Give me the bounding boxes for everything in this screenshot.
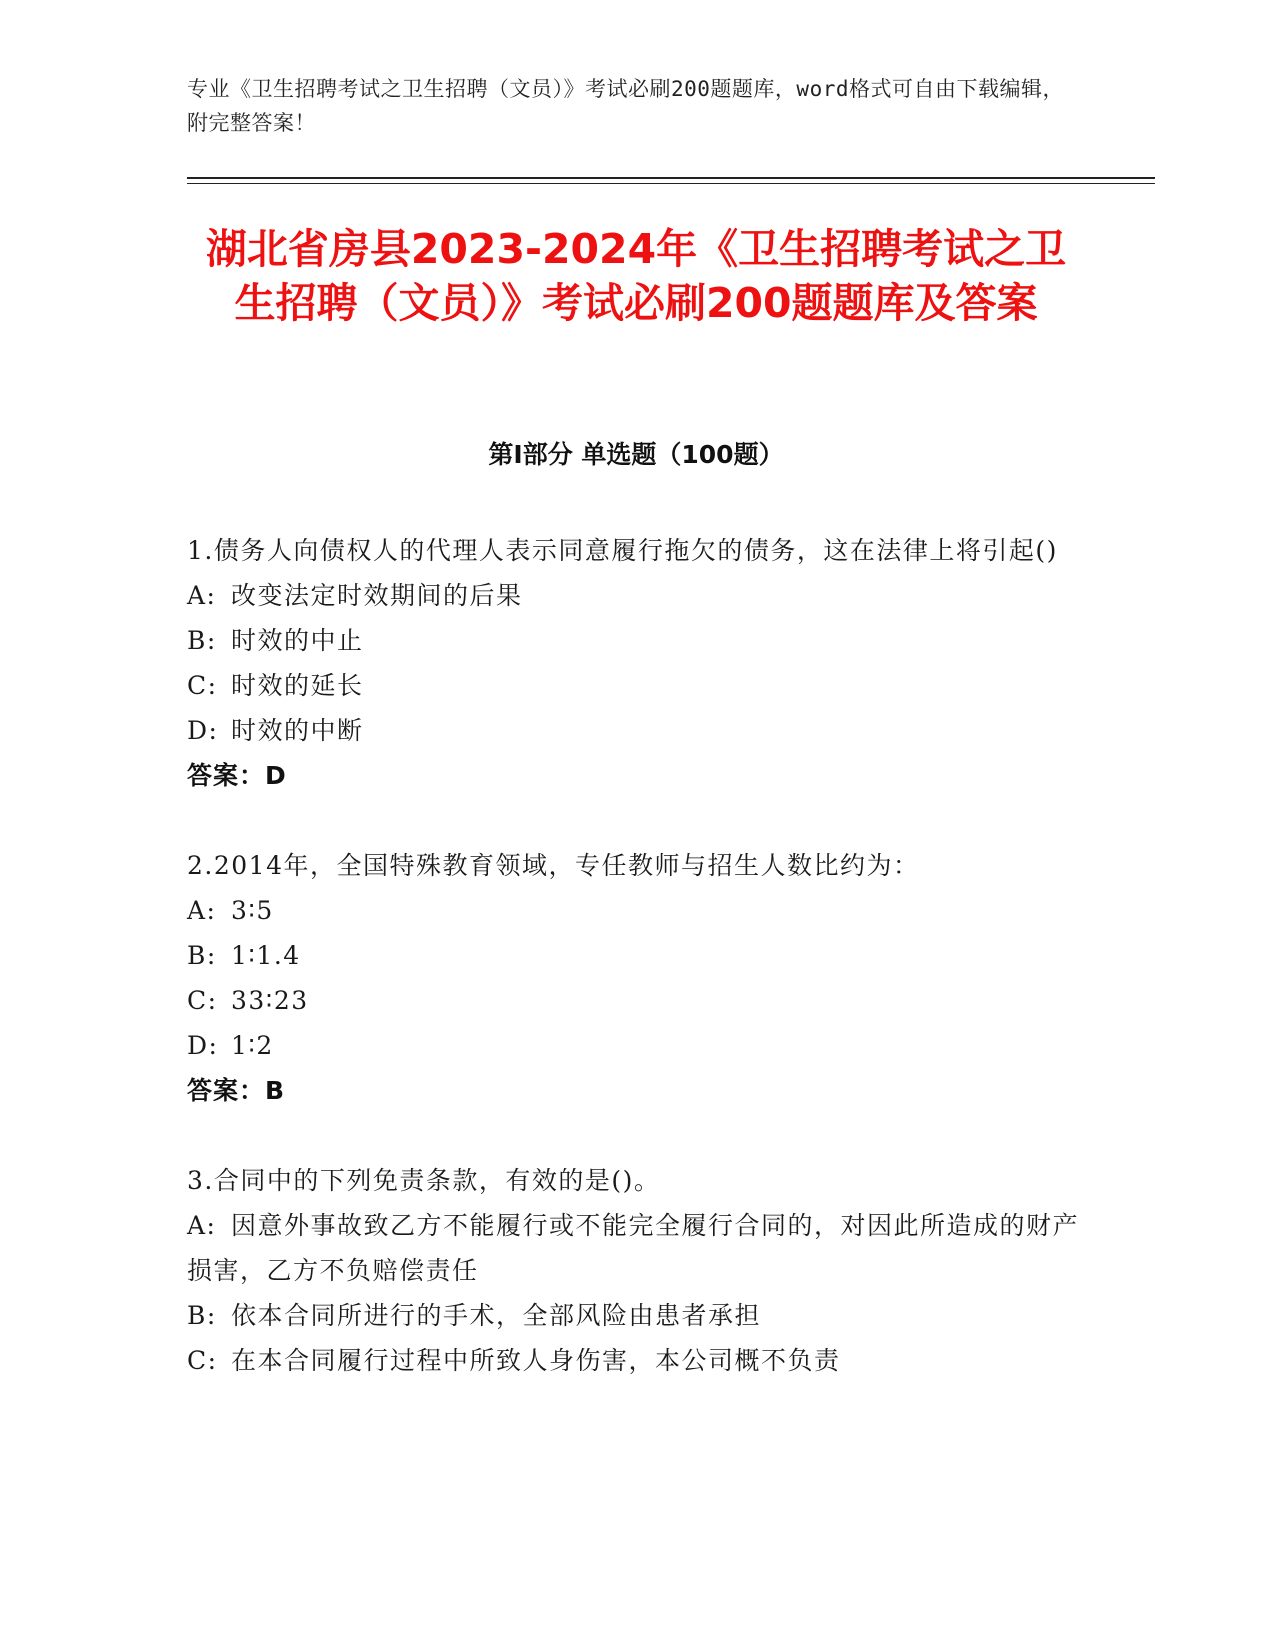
option-letter: C: [187, 1346, 218, 1375]
question-1 [187, 528, 1087, 798]
option-text: 时效的延长 [231, 671, 364, 700]
question-2 [187, 843, 1087, 1113]
option-a [187, 1203, 1087, 1293]
question-spacer [187, 798, 1087, 843]
option-a [187, 573, 1087, 618]
answer-line: 答案：B [187, 1076, 286, 1105]
option-letter: A: [187, 581, 217, 610]
option-letter: B: [187, 626, 217, 655]
option-letter: A: [187, 896, 217, 925]
option-text: 3∶5 [231, 896, 274, 925]
option-letter: B: [187, 941, 217, 970]
section-title: 第Ⅰ部分 单选题（100题） [488, 440, 784, 469]
option-text: 33∶23 [231, 986, 309, 1015]
option-letter: D: [187, 716, 219, 745]
option-text: 改变法定时效期间的后果 [231, 581, 523, 610]
question-stem: 3.合同中的下列免责条款，有效的是()。 [187, 1166, 661, 1195]
option-letter: C: [187, 986, 218, 1015]
option-text: 1∶2 [231, 1031, 274, 1060]
option-d [187, 708, 1087, 753]
header-divider-thick [187, 177, 1155, 179]
option-b [187, 1293, 1087, 1338]
option-text: 依本合同所进行的手术，全部风险由患者承担 [231, 1301, 762, 1330]
option-letter: D: [187, 1031, 219, 1060]
question-list [187, 528, 1087, 1383]
option-text: 时效的中断 [231, 716, 364, 745]
question-spacer [187, 1113, 1087, 1158]
option-b [187, 618, 1087, 663]
option-c [187, 1338, 1087, 1383]
option-c [187, 663, 1087, 708]
option-letter: C: [187, 671, 218, 700]
question-stem: 1.债务人向债权人的代理人表示同意履行拖欠的债务，这在法律上将引起() [187, 536, 1058, 565]
question-stem: 2.2014年，全国特殊教育领域，专任教师与招生人数比约为： [187, 851, 920, 880]
option-b [187, 933, 1087, 978]
option-d [187, 1023, 1087, 1068]
option-a [187, 888, 1087, 933]
option-text: 1∶1.4 [231, 941, 301, 970]
option-text: 在本合同履行过程中所致人身伤害，本公司概不负责 [231, 1346, 841, 1375]
header-note: 专业《卫生招聘考试之卫生招聘（文员）》考试必刷200题题库，word格式可自由下载编辑，附完整答案！ [187, 77, 1064, 135]
option-letter: B: [187, 1301, 217, 1330]
option-c [187, 978, 1087, 1023]
option-text: 时效的中止 [231, 626, 364, 655]
option-letter: A: [187, 1211, 217, 1240]
answer-line: 答案：D [187, 761, 287, 790]
option-text: 因意外事故致乙方不能履行或不能完全履行合同的，对因此所造成的财产损害，乙方不负赔偿责任 [187, 1211, 1080, 1285]
header-divider-thin [187, 183, 1155, 184]
question-3 [187, 1158, 1087, 1383]
document-title: 湖北省房县2023-2024年《卫生招聘考试之卫生招聘（文员）》考试必刷200题题库及答案 [205, 225, 1067, 327]
